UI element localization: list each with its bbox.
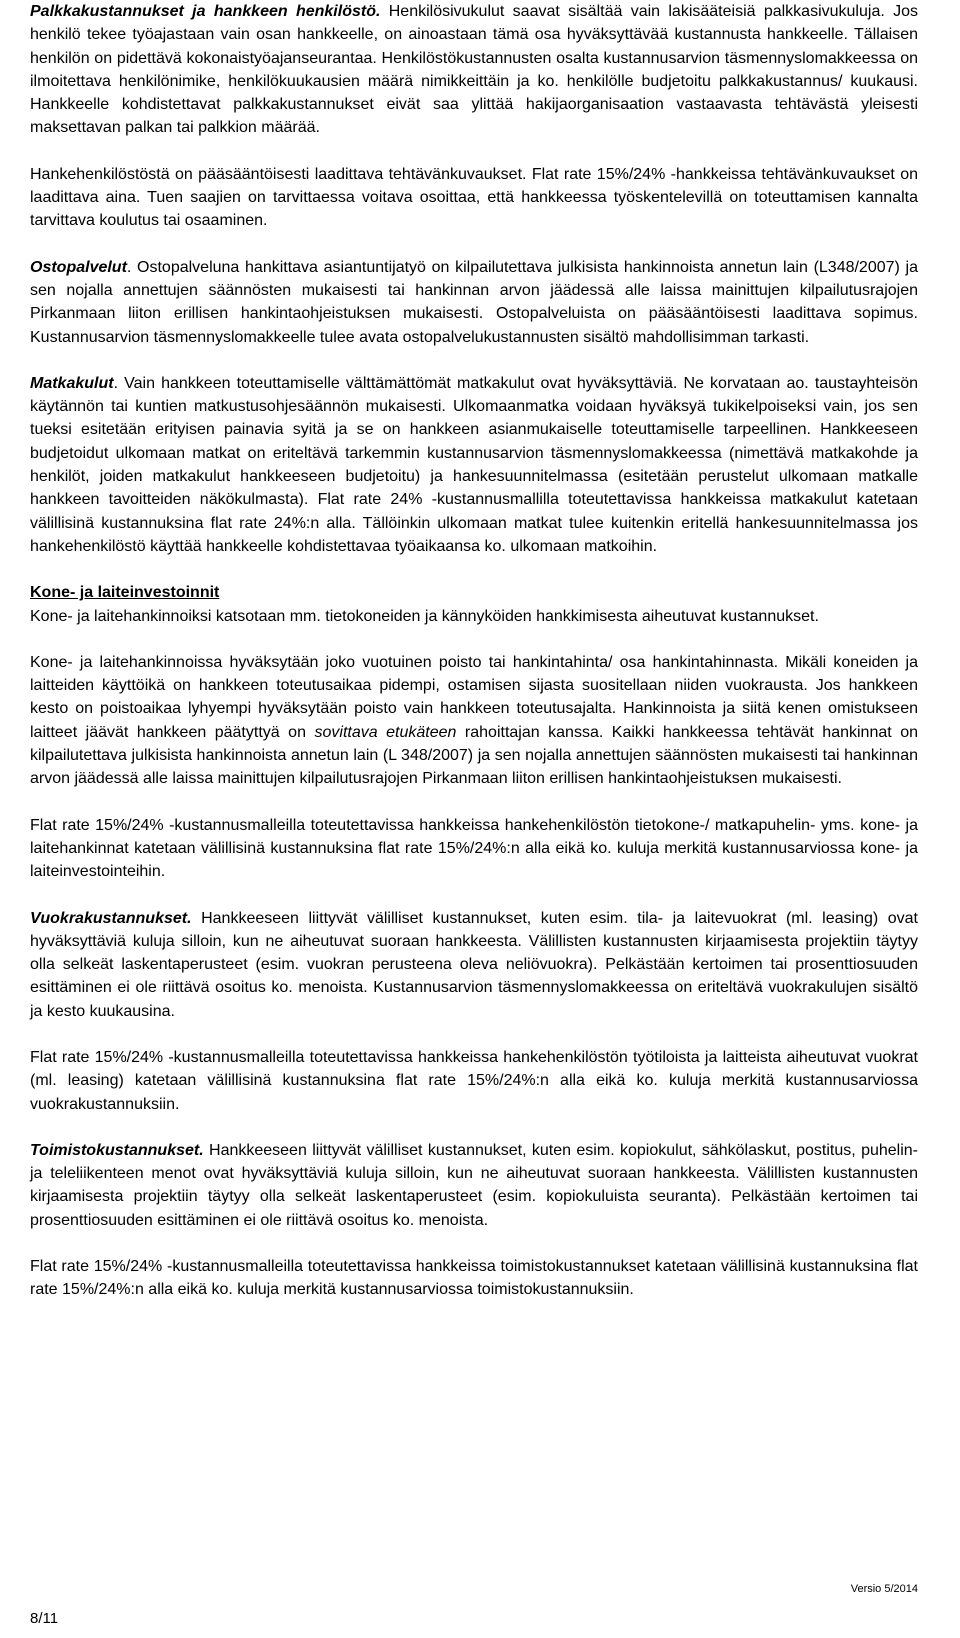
paragraph-kone-ja-laiteinvestoinnit [30,605,918,628]
paragraph-text: . Ostopalveluna hankittava asiantuntijatyö on kilpailutettava julkisista hankinnoista annetun lain (L348/2007) ja sen nojalla annettujen säännösten mukaisesti tai hankinnan arvon jäädessä alle laissa mainittujen kilpailutusrajojen Pirkanmaan liiton erillisen hankintaohjeistuksen mukaisesti. Ostopalveluista on pääsääntöisesti laadittava sopimus. Kustannusarvion täsmennyslomakkeelle tulee avata ostopalvelukustannusten sisältö mahdollisimman tarkasti. [30,258,918,346]
paragraph-palkkakustannukset [30,0,918,140]
version-label: Versio 5/2014 [850,1583,918,1595]
section-heading: Ostopalvelut [30,258,127,276]
paragraph-ostopalvelut [30,256,918,349]
paragraph-text: Henkilösivukulut saavat sisältää vain lakisääteisiä palkkasivukuluja. Jos henkilö tekee työajastaan vain osan hankkeelle, on ainoastaan tämä osa hyväksyttävää kustannusta hankkeelle. Tällaisen henkilön on pidettävä kokonaistyöajanseurantaa. Henkilöstökustannusten osalta kustannusarvion täsmennyslomakkeessa on ilmoitettava henkilönimike, henkilökuukausien määrä nimikkeittäin ja ko. henkilölle budjetoitu palkkakustannus/ kuukausi. Hankkeelle kohdistettavat palkkakustannukset eivät saa ylittää hakijaorganisaation vastaavasta tehtävästä yleisesti maksettavan palkan tai palkkion määrää. [30,3,919,137]
paragraph-tehtavankuvaukset [30,163,918,233]
document-body [30,0,918,1302]
paragraph-text: Hankkeeseen liittyvät välilliset kustannukset, kuten esim. kopiokulut, sähkölaskut, postitus, puhelin- ja teleliikenteen menot ovat hyväksyttäviä kuluja silloin, kun ne aiheutuvat suoraan hankkeesta. Välillisten kustannusten kirjaamisesta projektiin täytyy olla selkeät laskentaperusteet (esim. kopiokuluista seuranta). Pelkästään kertoimen tai prosenttiosuuden esittäminen ei ole riittävä osoitus ko. menoista. [30,1141,918,1229]
paragraph-toimistokustannukset [30,1139,918,1232]
paragraph-matkakulut [30,372,918,558]
section-heading: Toimistokustannukset. [30,1141,204,1159]
paragraph-flat-rate-laitteet [30,814,918,884]
section-heading-kone-ja-laiteinvestoinnit: Kone- ja laiteinvestoinnit [30,584,220,602]
paragraph-text: Flat rate 15%/24% -kustannusmalleilla toteutettavissa hankkeissa toimistokustannukset katetaan välillisinä kustannuksina flat rate 15%/24%:n alla eikä ko. kuluja merkitä kustannusarviossa toimistokustannuksiin. [30,1258,918,1299]
section-heading: Matkakulut [30,374,114,392]
section-heading: Vuokrakustannukset. [30,909,192,927]
paragraph-laitehankinnat [30,651,918,791]
section-heading: Palkkakustannukset ja hankkeen henkilöstö. [30,3,381,20]
paragraph-vuokrakustannukset [30,907,918,1023]
paragraph-flat-rate-vuokrat [30,1046,918,1116]
paragraph-text: Flat rate 15%/24% -kustannusmalleilla toteutettavissa hankkeissa hankehenkilöstön työtiloista ja laitteista aiheutuvat vuokrat (ml. leasing) katetaan välillisinä kustannuksina flat rate 15%/24%:n alla eikä ko. kuluja merkitä kustannusarviossa vuokrakustannuksiin. [30,1048,918,1113]
paragraph-text: Hankehenkilöstöstä on pääsääntöisesti laadittava tehtävänkuvaukset. Flat rate 15%/24% -hankkeissa tehtävänkuvaukset on laadittava aina. Tuen saajien on tarvittaessa voitava osoittaa, että hankkeessa työskentelevillä on toteuttamisen kannalta tarvittava koulutus tai osaaminen. [30,165,918,230]
paragraph-text: Kone- ja laitehankinnoissa hyväksytään joko vuotuinen poisto tai hankintahinta/ osa hankintahinnasta. Mikäli koneiden ja laitteiden käyttöikä on hankkeen toteutusaikaa pidempi, ostamisen sijasta suositellaan niiden vuokrausta. Jos hankkeen kesto on poistoaikaa lyhyempi hyväksytään poisto vain hankkeen toteutusajalta. Hankinnoista ja siitä kenen omistukseen laitteet jäävät hankkeen päätyttyä on [30,653,918,741]
paragraph-text: Hankkeeseen liittyvät välilliset kustannukset, kuten esim. tila- ja laitevuokrat (ml. leasing) ovat hyväksyttäviä kuluja silloin, kun ne aiheutuvat suoraan hankkeesta. Välillisten kustannusten kirjaamisesta projektiin täytyy olla selkeät laskentaperusteet (esim. vuokran perusteena oleva neliövuokra). Pelkästään kertoimen tai prosenttiosuuden esittäminen ei ole riittävä osoitus ko. menoista. Kustannusarvion täsmennyslomakkeessa on eriteltävä vuokrakulujen sisältö ja kesto kuukausina. [30,909,918,1020]
paragraph-text: . Vain hankkeen toteuttamiselle välttämättömät matkakulut ovat hyväksyttäviä. Ne korvataan ao. taustayhteisön käytännön tai kuntien matkustusohjesäännön mukaisesti. Ulkomaanmatka voidaan hyväksyä tukikelpoiseksi vain, jos sen tueksi esitetään erityisen painavia syitä ja se on hankkeen asianmukaiselle toteuttamiselle tarpeellinen. Hankkeeseen budjetoidut ulkomaan matkat on eriteltävä tarkemmin kustannusarvion täsmennyslomakkeessa (nimettävä matkakohde ja henkilöt, joiden matkakulut hankkeeseen budjetoitu) ja hankesuunnitelmassa (esitetään perustelut ulkomaan matkalle hankkeen tavoitteiden näkökulmasta). Flat rate 24% -kustannusmallilla toteutettavissa hankkeissa matkakulut katetaan välillisinä kustannuksina flat rate 24%:n alla. Tällöinkin ulkomaan matkat tulee kuitenkin eritellä hankesuunnitelmassa jos hankehenkilöstö käyttää hankkeelle kohdistettavaa työaikaansa ko. ulkomaan matkoihin. [30,374,918,555]
paragraph-flat-rate-toimisto [30,1255,918,1302]
paragraph-text: Kone- ja laitehankinnoiksi katsotaan mm. tietokoneiden ja kännyköiden hankkimisesta aiheutuvat kustannukset. [30,607,819,625]
italic-text: sovittava etukäteen [314,723,457,741]
page-number: 8/11 [30,1610,59,1627]
paragraph-text: Flat rate 15%/24% -kustannusmalleilla toteutettavissa hankkeissa hankehenkilöstön tietokone-/ matkapuhelin- yms. kone- ja laitehankinnat katetaan välillisinä kustannuksina flat rate 15%/24%:n alla eikä ko. kuluja merkitä kustannusarviossa kone- ja laiteinvestointeihin. [30,816,918,881]
paragraph-text: rahoittajan kanssa. Kaikki hankkeessa tehtävät hankinnat on kilpailutettava julkisista hankinnoista annetun lain (L 348/2007) ja sen nojalla annettujen säännösten mukaisesti tai hankinnan arvon jäädessä alle laissa mainittujen kilpailutusrajojen Pirkanmaan liiton erillisen hankintaohjeistuksen mukaisesti. [30,723,918,788]
